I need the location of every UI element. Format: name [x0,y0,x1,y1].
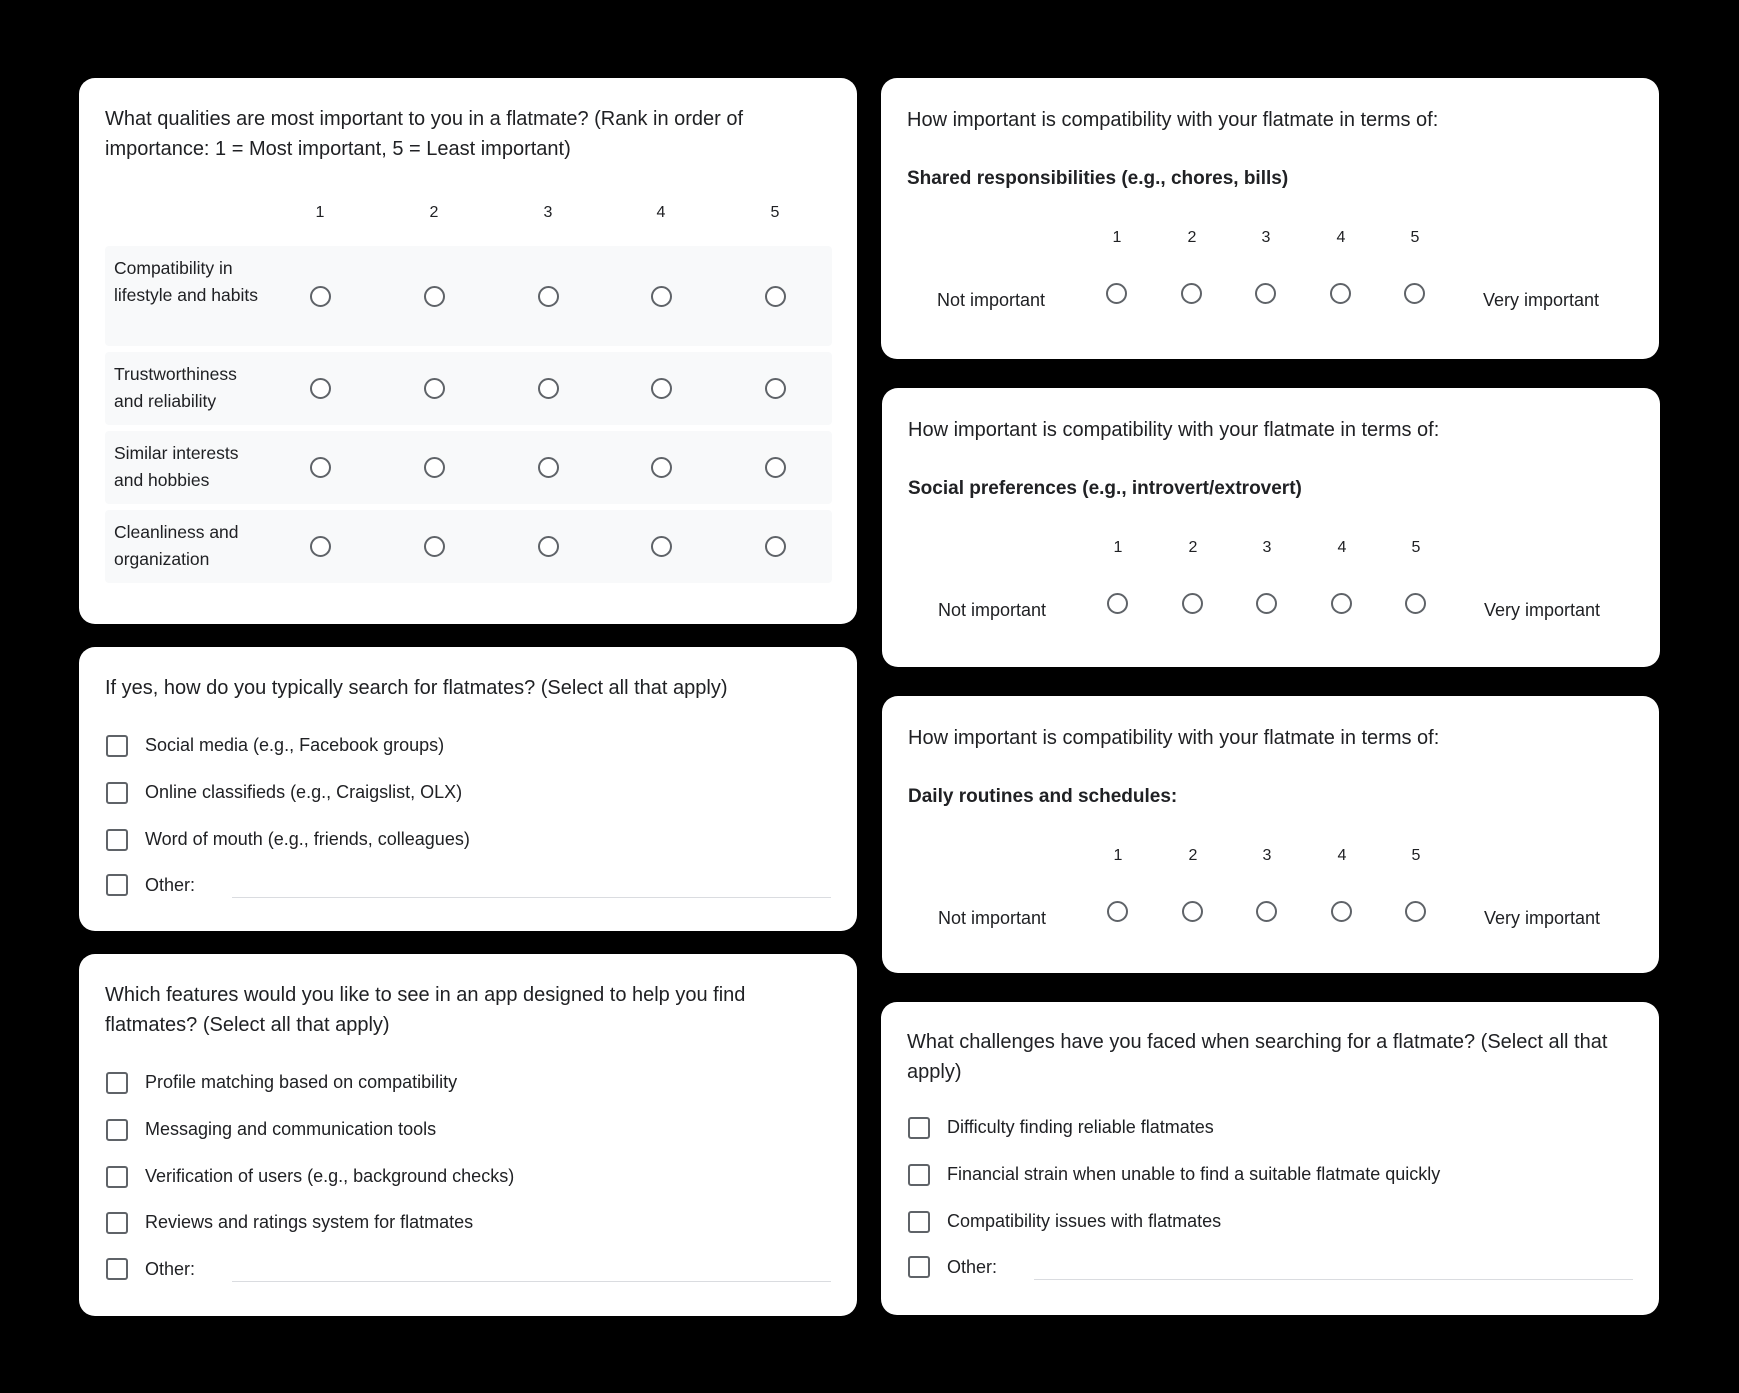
search-question-title: If yes, how do you typically search for flatmates? (Select all that apply) [105,677,728,699]
features-question-card [79,954,857,1316]
scale-high-label: Very important [1484,600,1601,620]
option-label-other: Other: [145,875,196,895]
checkbox-social-media[interactable] [106,735,128,757]
rank-question-title: What qualities are most important to you in a flatmate? (Rank in order of importance: 1 = Most important, 5 = Least important) [105,108,744,160]
scale-card-shared-responsibilities [881,78,1659,359]
checkbox-profile-matching[interactable] [106,1072,128,1094]
radio-trustworthiness-5[interactable] [765,378,786,399]
scale-point-4: 4 [1337,539,1347,556]
grid-row-cleanliness [105,510,832,583]
scale-radio-3[interactable] [1256,901,1277,922]
checkbox-word-of-mouth[interactable] [106,829,128,851]
option-label-social-media: Social media (e.g., Facebook groups) [145,735,445,755]
grid-row-label: Similar interests and hobbies [114,443,239,490]
rank-question-card [79,78,857,624]
scale-aspect-label: Daily routines and schedules: [908,786,1178,807]
scale-point-2: 2 [1187,229,1197,246]
radio-trustworthiness-2[interactable] [424,378,445,399]
checkbox-messaging[interactable] [106,1119,128,1141]
radio-lifestyle-2[interactable] [424,286,445,307]
scale-question-title: How important is compatibility with your flatmate in terms of: [908,727,1440,749]
search-question-card [79,647,857,931]
scale-radio-1[interactable] [1106,283,1127,304]
option-label-messaging: Messaging and communication tools [145,1119,437,1139]
option-label-profile-matching: Profile matching based on compatibility [145,1072,458,1092]
scale-radio-4[interactable] [1331,901,1352,922]
grid-row-label: Compatibility in lifestyle and habits [114,258,258,305]
checkbox-financial-strain[interactable] [908,1164,930,1186]
radio-trustworthiness-4[interactable] [651,378,672,399]
scale-radio-3[interactable] [1256,593,1277,614]
scale-radio-4[interactable] [1331,593,1352,614]
scale-aspect-label: Shared responsibilities (e.g., chores, bills) [907,168,1289,189]
scale-radio-4[interactable] [1330,283,1351,304]
option-label-other: Other: [947,1257,998,1277]
scale-point-3: 3 [1261,229,1271,246]
option-label-reviews: Reviews and ratings system for flatmates [145,1212,474,1232]
scale-radio-3[interactable] [1255,283,1276,304]
radio-interests-4[interactable] [651,457,672,478]
option-label-word-of-mouth: Word of mouth (e.g., friends, colleagues) [145,829,470,849]
scale-radio-2[interactable] [1182,901,1203,922]
features-question-title: Which features would you like to see in an app designed to help you find flatmates? (Select all that apply) [105,984,746,1036]
other-text-input[interactable] [232,897,831,898]
radio-cleanliness-2[interactable] [424,536,445,557]
challenges-question-card [881,1002,1659,1315]
radio-lifestyle-3[interactable] [538,286,559,307]
grid-row-label: Trustworthiness and reliability [114,364,237,411]
scale-low-label: Not important [937,290,1046,310]
other-text-input[interactable] [1034,1279,1633,1280]
scale-high-label: Very important [1484,908,1601,928]
scale-point-3: 3 [1262,847,1272,864]
scale-card-daily-routines [882,696,1659,973]
radio-cleanliness-1[interactable] [310,536,331,557]
scale-high-label: Very important [1483,290,1600,310]
scale-radio-1[interactable] [1107,593,1128,614]
radio-interests-2[interactable] [424,457,445,478]
scale-radio-5[interactable] [1405,593,1426,614]
checkbox-reviews[interactable] [106,1212,128,1234]
scale-point-5: 5 [1411,847,1421,864]
radio-trustworthiness-1[interactable] [310,378,331,399]
radio-cleanliness-4[interactable] [651,536,672,557]
radio-lifestyle-4[interactable] [651,286,672,307]
challenges-question-title: What challenges have you faced when searching for a flatmate? (Select all that apply) [907,1031,1608,1083]
scale-card-social-preferences [882,388,1660,667]
scale-radio-2[interactable] [1182,593,1203,614]
scale-radio-2[interactable] [1181,283,1202,304]
radio-lifestyle-5[interactable] [765,286,786,307]
option-label-compatibility-issues: Compatibility issues with flatmates [947,1211,1222,1231]
radio-interests-5[interactable] [765,457,786,478]
checkbox-difficulty-finding[interactable] [908,1117,930,1139]
scale-low-label: Not important [938,600,1047,620]
scale-question-title: How important is compatibility with your flatmate in terms of: [908,419,1440,441]
scale-aspect-label: Social preferences (e.g., introvert/extrovert) [908,478,1302,499]
grid-row-lifestyle [105,246,832,346]
scale-point-5: 5 [1410,229,1420,246]
column-header-2: 2 [429,204,439,221]
scale-radio-1[interactable] [1107,901,1128,922]
scale-point-2: 2 [1188,847,1198,864]
checkbox-compatibility-issues[interactable] [908,1211,930,1233]
radio-interests-1[interactable] [310,457,331,478]
grid-row-label: Cleanliness and organization [114,522,239,569]
option-label-difficulty-finding: Difficulty finding reliable flatmates [947,1117,1214,1137]
grid-row-interests [105,431,832,504]
scale-point-5: 5 [1411,539,1421,556]
checkbox-other[interactable] [106,874,128,896]
other-text-input[interactable] [232,1281,831,1282]
scale-question-title: How important is compatibility with your flatmate in terms of: [907,109,1439,131]
scale-point-1: 1 [1113,539,1123,556]
column-header-5: 5 [770,204,780,221]
option-label-online-classifieds: Online classifieds (e.g., Craigslist, OLX) [145,782,463,802]
option-label-financial-strain: Financial strain when unable to find a suitable flatmate quickly [947,1164,1441,1184]
option-label-other: Other: [145,1259,196,1279]
scale-point-1: 1 [1113,847,1123,864]
column-header-4: 4 [656,204,666,221]
checkbox-online-classifieds[interactable] [106,782,128,804]
scale-point-4: 4 [1336,229,1346,246]
scale-radio-5[interactable] [1405,901,1426,922]
scale-point-2: 2 [1188,539,1198,556]
radio-cleanliness-5[interactable] [765,536,786,557]
column-header-3: 3 [543,204,553,221]
scale-point-3: 3 [1262,539,1272,556]
scale-low-label: Not important [938,908,1047,928]
radio-cleanliness-3[interactable] [538,536,559,557]
checkbox-other[interactable] [106,1258,128,1280]
option-label-verification: Verification of users (e.g., background checks) [145,1166,515,1186]
scale-point-1: 1 [1112,229,1122,246]
checkbox-verification[interactable] [106,1166,128,1188]
scale-radio-5[interactable] [1404,283,1425,304]
radio-trustworthiness-3[interactable] [538,378,559,399]
column-header-1: 1 [315,204,325,221]
radio-lifestyle-1[interactable] [310,286,331,307]
scale-point-4: 4 [1337,847,1347,864]
radio-interests-3[interactable] [538,457,559,478]
checkbox-other[interactable] [908,1256,930,1278]
grid-row-trustworthiness [105,352,832,425]
